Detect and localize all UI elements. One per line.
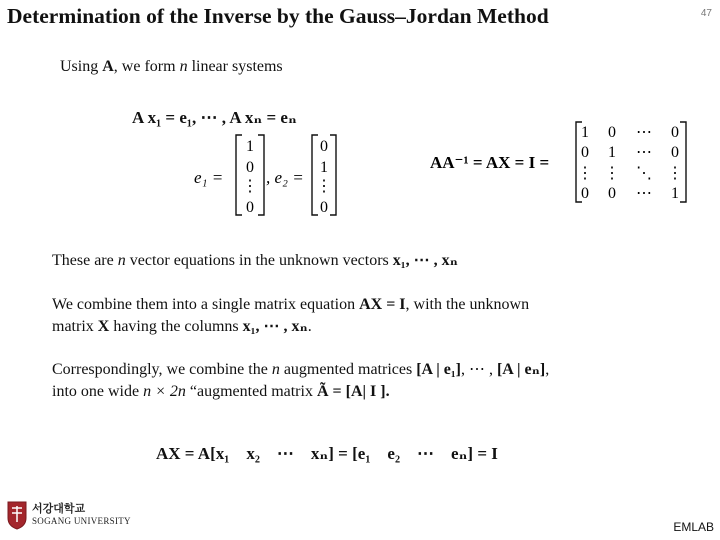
para3-a-tilde: Ã <box>316 383 329 400</box>
e2-entry: 0 <box>320 199 328 216</box>
para3-text-3: into one wide <box>52 383 144 400</box>
paragraph-augmented <box>52 359 549 403</box>
e1-entry: ⋮ <box>242 178 258 195</box>
intro-text <box>60 58 283 76</box>
e1-entry: 1 <box>246 138 254 155</box>
para2-matrix-x: X <box>97 318 110 335</box>
para3-text-4: “augmented matrix <box>185 383 317 400</box>
intro-n: n <box>179 58 188 75</box>
identity-cell: 0 <box>671 144 679 161</box>
e2-label: , e₂ = <box>266 168 304 187</box>
e1-label: e₁ = <box>194 168 224 187</box>
identity-right-bracket <box>680 122 686 202</box>
para3-dimension: n × 2n <box>143 383 186 400</box>
para3-definition: = [A| I ]. <box>328 383 390 400</box>
intro-prefix: Using <box>60 58 103 75</box>
identity-cell: 0 <box>581 185 589 202</box>
intro-mid: , we form <box>113 58 180 75</box>
page-number: 47 <box>700 8 712 19</box>
para3-aug-first: [A | e₁] <box>416 361 461 378</box>
para3-ellipsis: , ⋯ , <box>460 361 497 378</box>
para2-text-3: matrix <box>52 318 98 335</box>
e2-right-bracket <box>330 135 336 215</box>
para2-line1 <box>52 294 529 316</box>
identity-cell: 0 <box>671 124 679 141</box>
university-crest-icon <box>6 500 28 530</box>
para3-comma: , <box>545 361 550 378</box>
identity-lhs: AA⁻¹ = AX = I = <box>430 153 550 172</box>
para1-vectors: x₁, ⋯ , xₙ <box>392 252 458 269</box>
identity-cell: ⋯ <box>636 185 652 202</box>
para2-text-2: , with the unknown <box>405 296 530 313</box>
para2-columns: x₁, ⋯ , xₙ <box>242 318 308 335</box>
identity-cell: 1 <box>608 144 616 161</box>
e2-entry: ⋮ <box>316 178 332 195</box>
e2-entry: 1 <box>320 159 328 176</box>
para2-period: . <box>307 318 312 335</box>
identity-cell: ⋯ <box>636 124 652 141</box>
university-logo <box>6 500 131 530</box>
final-equation: AX = A[x₁ x₂ ⋯ xₙ] = [e₁ e₂ ⋯ eₙ] = I <box>156 444 498 463</box>
e1-right-bracket <box>258 135 264 215</box>
university-name-korean: 서강대학교 <box>32 502 86 515</box>
lab-name: EMLAB <box>673 520 714 534</box>
identity-cell: 0 <box>581 144 589 161</box>
e1-left-bracket <box>236 135 242 215</box>
identity-cell: ⋮ <box>604 165 620 182</box>
para1-text-2: vector equations in the unknown vectors <box>125 252 393 269</box>
e2-left-bracket <box>312 135 318 215</box>
slide-title: Determination of the Inverse by the Gauss–Jordan Method <box>7 4 549 28</box>
identity-cell: ⋮ <box>667 165 683 182</box>
identity-cell: 1 <box>671 185 679 202</box>
para2-line2 <box>52 316 529 338</box>
identity-cell: 1 <box>581 124 589 141</box>
para1-text: These are <box>52 252 118 269</box>
identity-cell: 0 <box>608 185 616 202</box>
university-name-english: SOGANG UNIVERSITY <box>32 516 131 526</box>
identity-cell: ⋮ <box>577 165 593 182</box>
para1-n: n <box>117 252 126 269</box>
e1-entry: 0 <box>246 199 254 216</box>
paragraph-matrix-equation <box>52 294 529 338</box>
para3-text-2: augmented matrices <box>279 361 417 378</box>
equation-system: A x₁ = e₁, ⋯ , A xₙ = eₙ <box>132 108 297 127</box>
identity-cell: ⋯ <box>636 144 652 161</box>
para2-equation: AX = I <box>359 296 406 313</box>
intro-suffix: linear systems <box>187 58 283 75</box>
para2-text: We combine them into a single matrix equation <box>52 296 360 313</box>
para3-line1 <box>52 359 549 381</box>
para3-n: n <box>271 361 280 378</box>
e2-entry: 0 <box>320 138 328 155</box>
identity-cell: ⋱ <box>636 165 652 182</box>
para2-text-4: having the columns <box>109 318 243 335</box>
para3-line2 <box>52 381 549 403</box>
identity-cell: 0 <box>608 124 616 141</box>
para3-text: Correspondingly, we combine the <box>52 361 272 378</box>
intro-matrix-a: A <box>102 58 114 75</box>
para3-aug-last: [A | eₙ] <box>496 361 546 378</box>
basis-vectors <box>190 133 340 219</box>
paragraph-vector-equations <box>52 250 458 272</box>
e1-entry: 0 <box>246 159 254 176</box>
identity-equation <box>428 120 692 204</box>
